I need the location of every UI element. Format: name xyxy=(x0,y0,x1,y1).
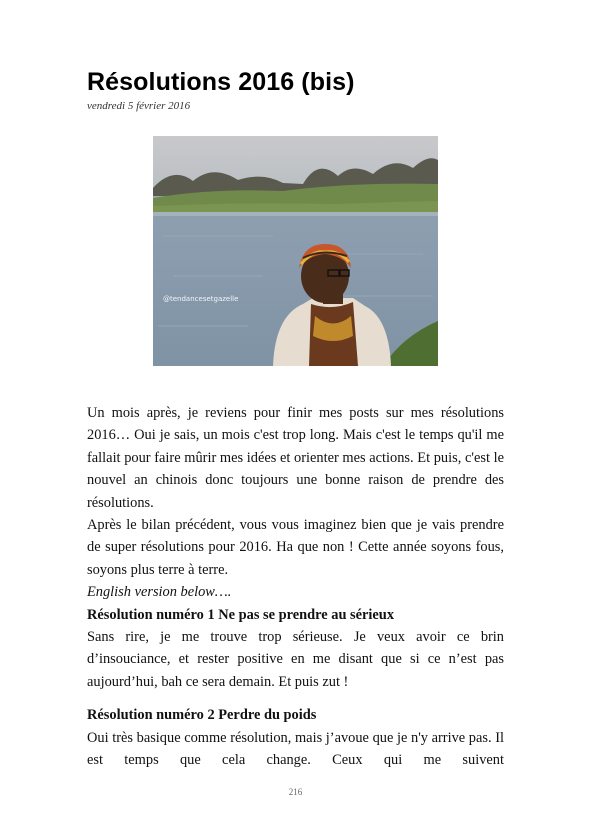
english-version-note: English version below…. xyxy=(87,584,232,601)
resolution-2-text: Oui très basique comme résolution, mais j’avoue que je n'y arrive pas. Il est temps que cela change. Ceux qui me suivent xyxy=(87,729,504,769)
paragraph-gap xyxy=(87,693,504,704)
resolution-1-text: Sans rire, je me trouve trop sérieuse. Je veux avoir ce brin d’insouciance, et rester positive en me disant que si ce n’est pas aujourd’hui, bah ce sera demain. Et puis zut ! xyxy=(87,629,504,690)
post-body xyxy=(87,402,504,772)
photo-watermark: @tendancesetgazelle xyxy=(163,295,239,303)
intro-paragraph: Un mois après, je reviens pour finir mes posts sur mes résolutions 2016… Oui je sais, un mois c'est trop long. Mais c'est le temps qu'il me fallait pour faire mûrir mes idées et orienter mes actions. Et puis, c'est le nouvel an chinois donc toujours une bonne raison de prendre des résolutions. xyxy=(87,405,504,511)
post-date: vendredi 5 février 2016 xyxy=(87,100,191,112)
post-title: Résolutions 2016 (bis) xyxy=(87,68,355,96)
second-paragraph: Après le bilan précédent, vous vous imaginez bien que je vais prendre de super résolutions pour 2016. Ha que non ! Cette année soyons fous, soyons plus terre à terre. xyxy=(87,517,504,578)
post-photo xyxy=(153,136,438,366)
resolution-2-heading: Résolution numéro 2 Perdre du poids xyxy=(87,707,317,724)
page-number: 216 xyxy=(288,787,303,797)
resolution-1-heading: Résolution numéro 1 Ne pas se prendre au sérieux xyxy=(87,606,395,623)
